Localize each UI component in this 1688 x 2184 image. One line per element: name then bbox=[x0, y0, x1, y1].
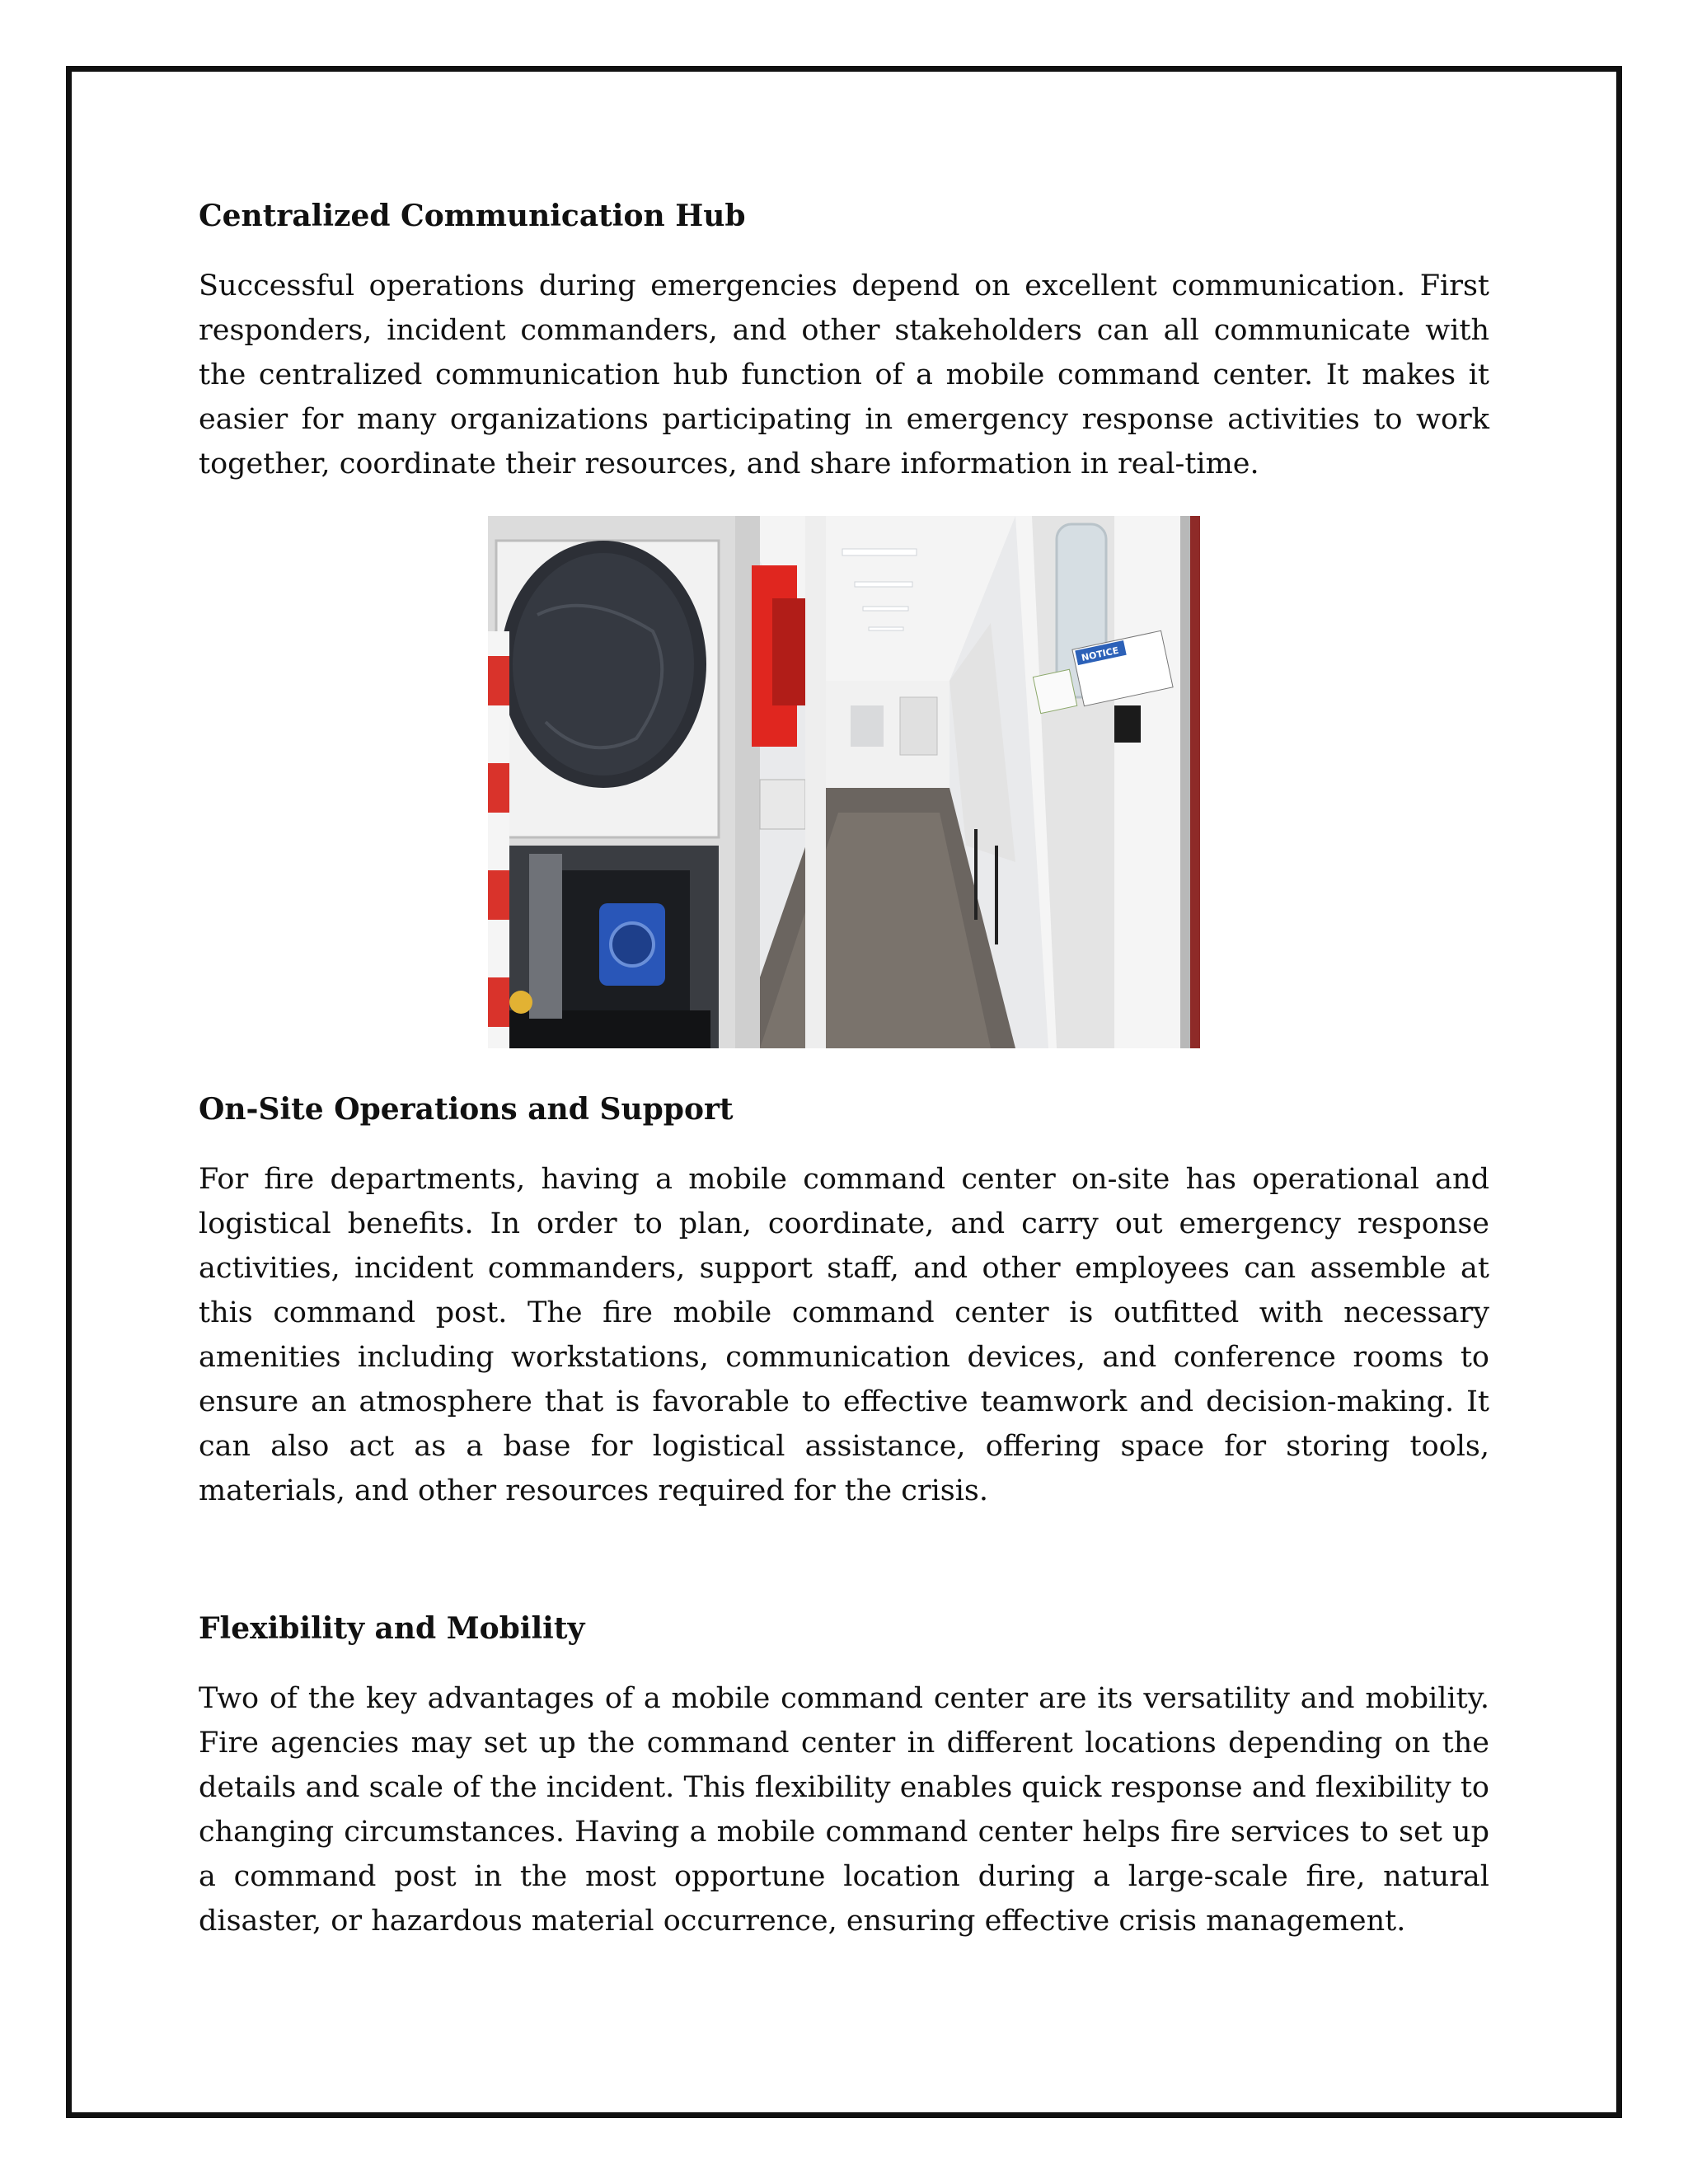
document-body bbox=[199, 196, 1489, 1943]
section-heading-flexibility-mobility: Flexibility and Mobility bbox=[199, 1611, 585, 1646]
section-body-communication-hub: Successful operations during emergencies depend on excellent communication. First responders, incident commanders, and other stakeholders can all communicate with the centralized communication hub function of a mobile command center. It makes it easier for many organizations participating in emergency response activities to work together, coordinate their resources, and share information in real-time. bbox=[199, 269, 1489, 480]
section-body-on-site-operations: For fire departments, having a mobile command center on-site has operational and logistical benefits. In order to plan, coordinate, and carry out emergency response activities, incident commanders, support staff, and other employees can assemble at this command post. The fire mobile command center is outfitted with necessary amenities including workstations, communication devices, and conference rooms to ensure an atmosphere that is favorable to effective teamwork and decision-making. It can also act as a base for logistical assistance, offering space for storing tools, materials, and other resources required for the crisis. bbox=[199, 1163, 1489, 1507]
section-body-flexibility-mobility: Two of the key advantages of a mobile command center are its versatility and mobility. Fire agencies may set up the command center in different locations depending on the details and scale of the incident. This flexibility enables quick response and flexibility to changing circumstances. Having a mobile command center helps fire services to set up a command post in the most opportune location during a large-scale fire, natural disaster, or hazardous material occurrence, ensuring effective crisis management. bbox=[199, 1682, 1489, 1938]
section-heading-communication-hub: Centralized Communication Hub bbox=[199, 199, 746, 233]
notice-sign-label: NOTICE bbox=[1080, 644, 1120, 663]
section-heading-on-site-operations: On-Site Operations and Support bbox=[199, 1092, 734, 1127]
command-center-interior-photo bbox=[488, 516, 1200, 1048]
